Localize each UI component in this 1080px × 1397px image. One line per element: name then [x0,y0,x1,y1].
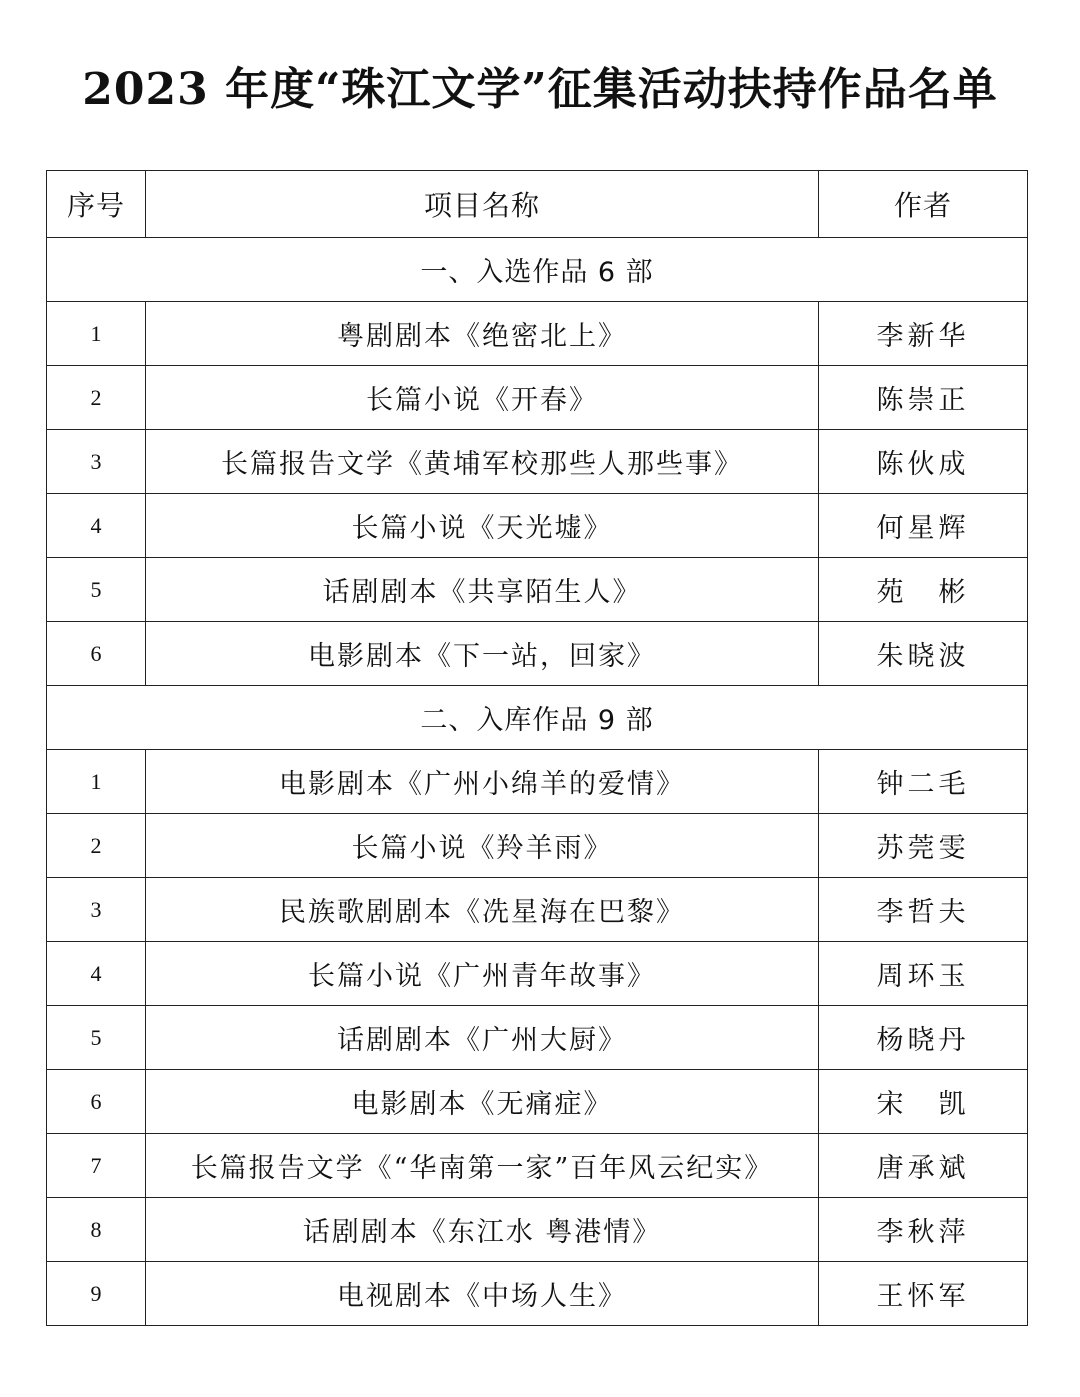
table-row [47,622,1028,686]
row-index: 4 [47,494,146,558]
header-index: 序号 [47,171,146,238]
table-row [47,750,1028,814]
row-index: 3 [47,878,146,942]
row-author: 杨晓丹 [819,1006,1028,1070]
table-row [47,878,1028,942]
row-project: 话剧剧本《东江水 粤港情》 [146,1198,819,1262]
row-index: 5 [47,558,146,622]
row-index: 8 [47,1198,146,1262]
row-author: 周环玉 [819,942,1028,1006]
row-project: 长篇报告文学《黄埔军校那些人那些事》 [146,430,819,494]
section-heading: 一、入选作品 6 部 [47,238,1028,302]
row-project: 长篇小说《开春》 [146,366,819,430]
row-project: 长篇小说《广州青年故事》 [146,942,819,1006]
row-author: 李秋萍 [819,1198,1028,1262]
table-row [47,1198,1028,1262]
row-author: 苏莞雯 [819,814,1028,878]
header-project: 项目名称 [146,171,819,238]
row-author: 朱晓波 [819,622,1028,686]
row-author: 唐承斌 [819,1134,1028,1198]
row-author: 李哲夫 [819,878,1028,942]
row-project: 电视剧本《中场人生》 [146,1262,819,1326]
row-index: 9 [47,1262,146,1326]
section-heading-row [47,686,1028,750]
row-index: 2 [47,814,146,878]
row-author: 宋 凯 [819,1070,1028,1134]
row-project: 话剧剧本《共享陌生人》 [146,558,819,622]
row-index: 6 [47,1070,146,1134]
table-row [47,942,1028,1006]
row-project: 话剧剧本《广州大厨》 [146,1006,819,1070]
row-author: 李新华 [819,302,1028,366]
section-heading: 二、入库作品 9 部 [47,686,1028,750]
row-index: 6 [47,622,146,686]
row-project: 长篇报告文学《“华南第一家”百年风云纪实》 [146,1134,819,1198]
table-row [47,814,1028,878]
row-project: 粤剧剧本《绝密北上》 [146,302,819,366]
table-row [47,430,1028,494]
row-index: 5 [47,1006,146,1070]
table-row [47,558,1028,622]
table-row [47,366,1028,430]
row-project: 电影剧本《无痛症》 [146,1070,819,1134]
table-row [47,1262,1028,1326]
row-project: 民族歌剧剧本《冼星海在巴黎》 [146,878,819,942]
row-project: 电影剧本《广州小绵羊的爱情》 [146,750,819,814]
row-index: 7 [47,1134,146,1198]
table-row [47,1070,1028,1134]
row-author: 苑 彬 [819,558,1028,622]
row-author: 王怀军 [819,1262,1028,1326]
row-author: 钟二毛 [819,750,1028,814]
row-project: 长篇小说《羚羊雨》 [146,814,819,878]
row-index: 1 [47,302,146,366]
row-author: 陈伙成 [819,430,1028,494]
row-index: 2 [47,366,146,430]
page-title: 2023 年度“珠江文学”征集活动扶持作品名单 [82,64,998,115]
row-index: 4 [47,942,146,1006]
row-index: 3 [47,430,146,494]
works-table [46,170,1028,1326]
row-author: 何星辉 [819,494,1028,558]
table-row [47,1006,1028,1070]
table-row [47,302,1028,366]
table-row [47,494,1028,558]
row-project: 电影剧本《下一站，回家》 [146,622,819,686]
header-author: 作者 [819,171,1028,238]
row-index: 1 [47,750,146,814]
table-header-row [47,171,1028,238]
row-author: 陈崇正 [819,366,1028,430]
row-project: 长篇小说《天光墟》 [146,494,819,558]
section-heading-row [47,238,1028,302]
table-row [47,1134,1028,1198]
